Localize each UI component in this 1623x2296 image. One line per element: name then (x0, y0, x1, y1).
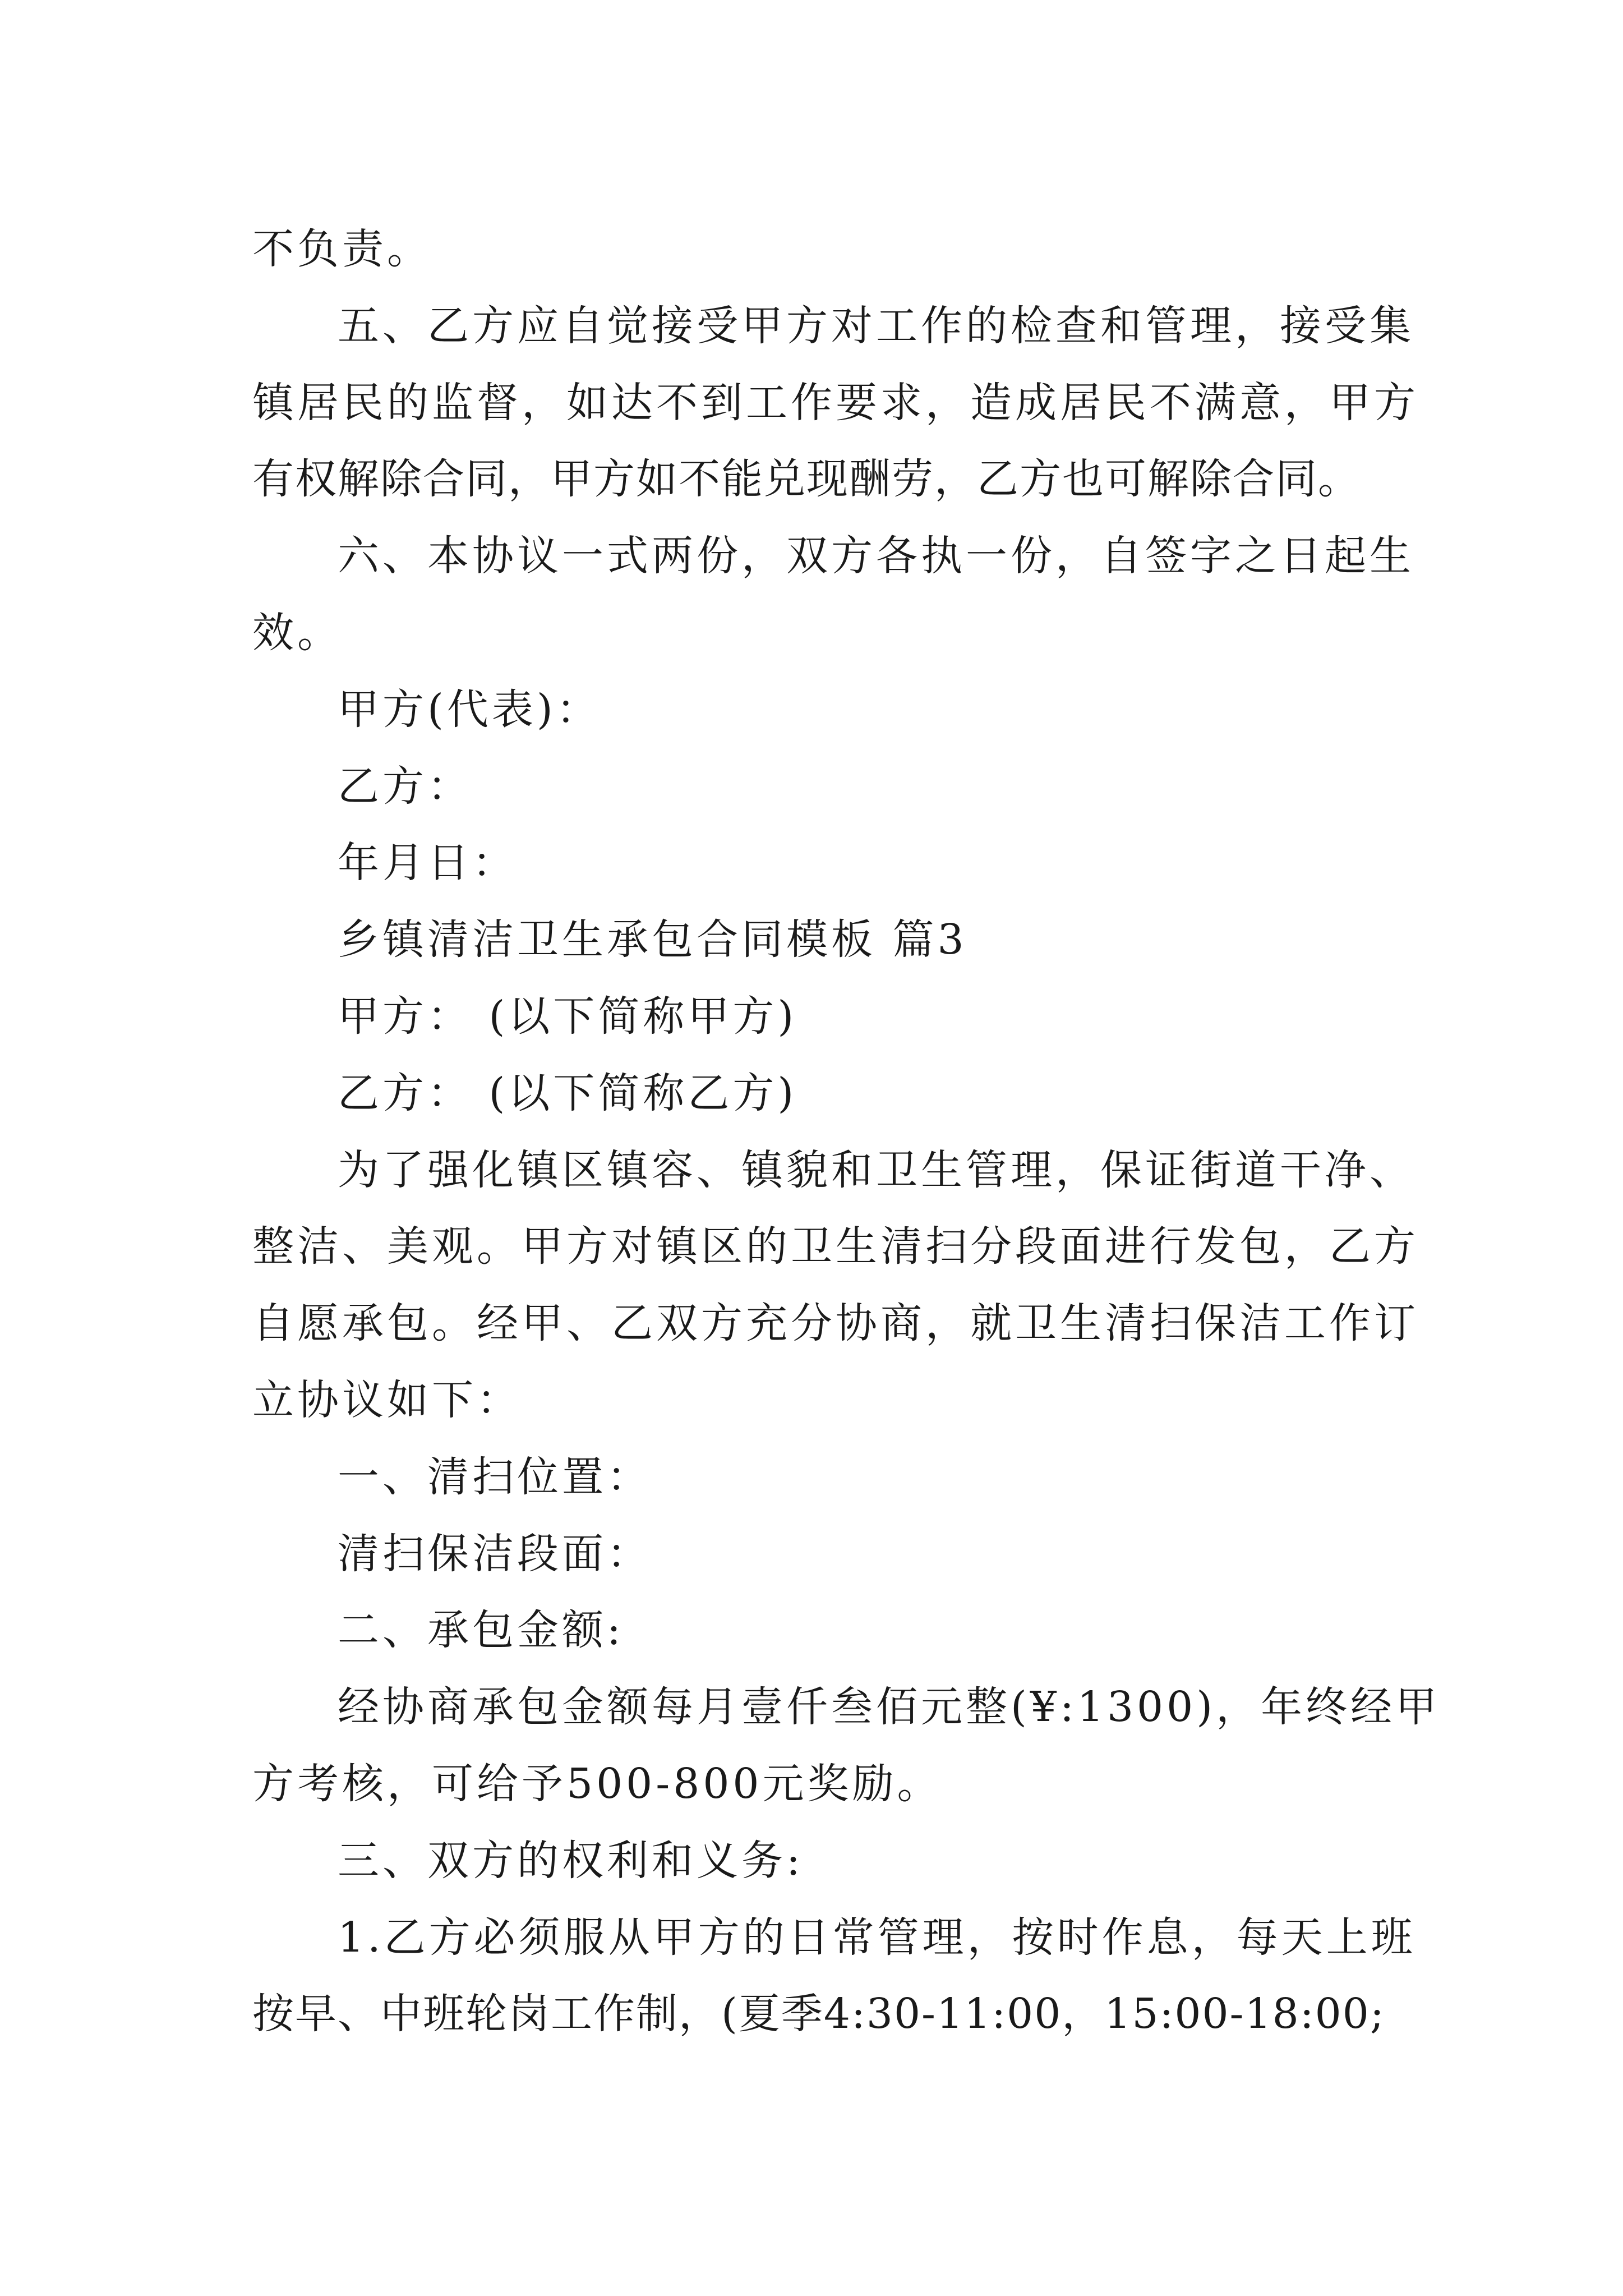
paragraph-line: 有权解除合同，甲方如不能兑现酬劳，乙方也可解除合同。 (252, 455, 1361, 504)
section-title: 乡镇清洁卫生承包合同模板 篇3 (338, 915, 967, 964)
paragraph-line: 1.乙方必须服从甲方的日常管理，按时作息，每天上班 (338, 1913, 1416, 1962)
paragraph-line: 立协议如下： (252, 1375, 522, 1424)
paragraph-line: 为了强化镇区镇容、镇貌和卫生管理，保证街道干净、 (338, 1145, 1414, 1194)
paragraph-line: 经协商承包金额每月壹仟叁佰元整(¥:1300)，年终经甲 (338, 1683, 1441, 1732)
date-label: 年月日： (338, 839, 517, 887)
paragraph-line: 镇居民的监督，如达不到工作要求，造成居民不满意，甲方 (252, 378, 1419, 427)
paragraph-line: 自愿承包。经甲、乙双方充分协商，就卫生清扫保洁工作订 (252, 1299, 1419, 1348)
paragraph-line: 整洁、美观。甲方对镇区的卫生清扫分段面进行发包，乙方 (252, 1222, 1419, 1271)
paragraph-line: 效。 (252, 608, 342, 657)
paragraph-line: 六、本协议一式两份，双方各执一份，自签字之日起生 (338, 532, 1414, 581)
document-body (252, 211, 1441, 2053)
signature-label: 甲方(代表)： (338, 685, 601, 734)
clause-heading: 一、清扫位置： (338, 1452, 652, 1501)
clause-heading: 二、承包金额: (338, 1606, 624, 1655)
paragraph-line: 五、乙方应自觉接受甲方对工作的检查和管理，接受集 (338, 301, 1414, 350)
paragraph-line: 按早、中班轮岗工作制，(夏季4:30-11:00，15:00-18:00; (252, 1990, 1385, 2039)
party-a-label: 甲方： (以下简称甲方) (338, 992, 797, 1041)
paragraph-line: 方考核，可给予500-800元奖励。 (252, 1759, 942, 1808)
signature-label: 乙方： (338, 762, 472, 811)
party-b-label: 乙方： (以下简称乙方) (338, 1069, 797, 1117)
clause-heading: 三、双方的权利和义务: (338, 1836, 804, 1885)
paragraph-line: 清扫保洁段面： (338, 1529, 652, 1578)
paragraph-line: 不负责。 (252, 225, 432, 273)
